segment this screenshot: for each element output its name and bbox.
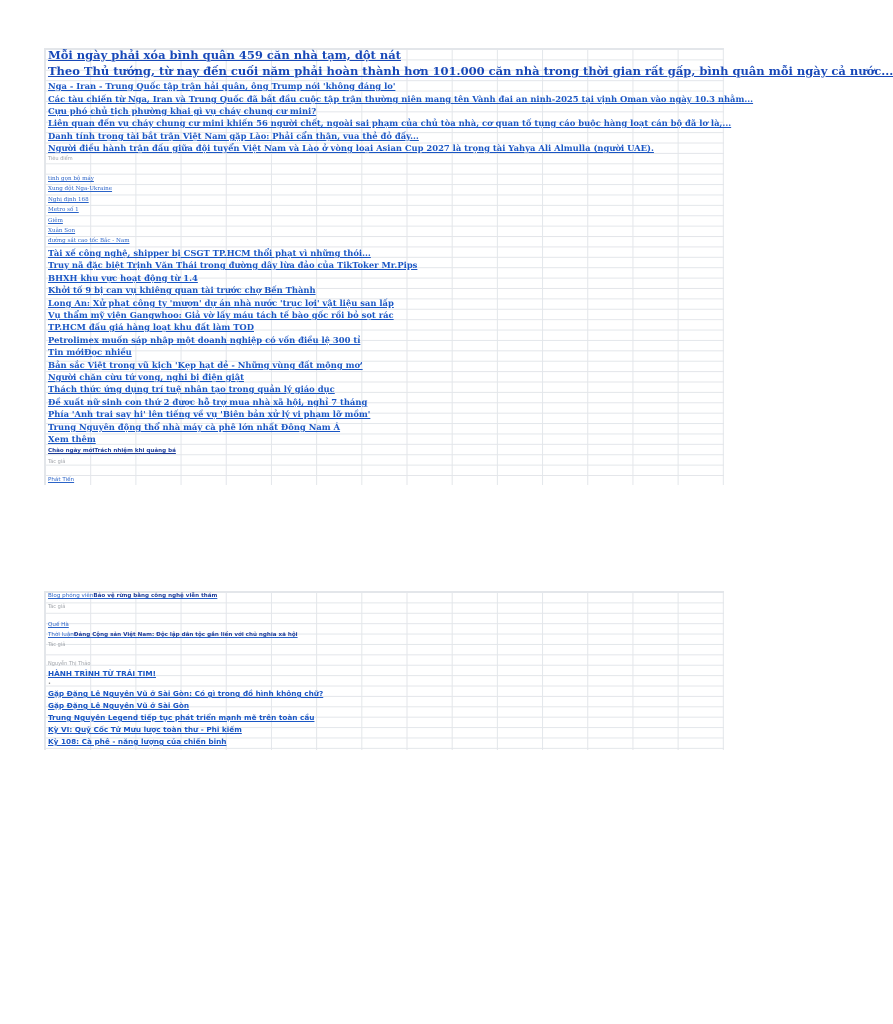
news-link[interactable]: Nga - Iran - Trung Quốc tập trận hải quân, ông Trump nói 'không đáng lo' xyxy=(48,81,396,91)
author-name: Nguyễn Thị Thảo xyxy=(48,661,91,667)
news-link[interactable]: Các tàu chiến từ Nga, Iran và Trung Quốc đã bắt đầu cuộc tập trận thường niên mang tên Vành đai an ninh-2025 tại vịnh Oman vào ngày 10.3 nhằm... xyxy=(48,94,754,104)
blog-category-link[interactable]: Blog phóng viên xyxy=(48,593,94,599)
news-link[interactable]: BHXH khu vực hoạt động từ 1.4 xyxy=(48,273,198,283)
news-link[interactable]: Vụ thẩm mỹ viện Gangwhoo: Giả vờ lấy máu tách tế bào gốc rồi bỏ sọt rác xyxy=(48,310,394,320)
news-link[interactable]: Bản sắc Việt trong vũ kịch 'Kẹp hạt dẻ - Những vùng đất mộng mơ' xyxy=(48,360,363,370)
news-tab-link[interactable]: Tin mớiĐọc nhiều xyxy=(48,347,132,357)
spreadsheet-block-top xyxy=(44,48,893,485)
news-link[interactable]: TP.HCM đấu giá hàng loạt khu đất làm TOD xyxy=(48,322,254,332)
news-link[interactable]: Đề xuất nữ sinh con thứ 2 được hỗ trợ mua nhà xã hội, nghỉ 7 tháng xyxy=(48,397,368,407)
news-link[interactable]: Phía 'Anh trai say hi' lên tiếng về vụ 'Biên bản xử lý vi phạm lỡ mồm' xyxy=(48,409,371,419)
feature-link[interactable]: Kỳ 108: Cà phê - năng lượng của chiến binh xyxy=(48,737,227,746)
spreadsheet-block-bottom xyxy=(44,591,724,750)
news-link[interactable]: Người chăn cừu tứ vong, nghi bị điện giật xyxy=(48,372,244,382)
footer-link[interactable]: Chào ngày mớiTrách nhiệm khi quảng bá xyxy=(48,448,176,454)
news-link[interactable]: Petrolimex muốn sáp nhập một doanh nghiệp có vốn điều lệ 300 tỉ xyxy=(48,335,361,345)
headline-sub-link[interactable]: Theo Thủ tướng, từ nay đến cuối năm phải hoàn thành hơn 101.000 căn nhà trong thời gian rất gấp, bình quân mỗi ngày cả nước... xyxy=(48,64,893,78)
news-link[interactable]: Liên quan đến vụ cháy chung cư mini khiến 56 người chết, ngoài sai phạm của chủ tòa nhà, cơ quan tố tụng cáo buộc hàng loạt cán bộ đã lơ là,... xyxy=(48,118,732,128)
focus-label: Tiêu điểm xyxy=(48,156,73,162)
author-label: Tác giả xyxy=(48,642,66,648)
news-link[interactable]: Trung Nguyên động thổ nhà máy cà phê lớn nhất Đông Nam Á xyxy=(48,422,341,432)
news-link[interactable]: Danh tính trọng tài bắt trận Việt Nam gặp Lào: Phải cẩn thận, vua thẻ đỏ đấy... xyxy=(48,131,419,141)
focus-link[interactable]: Metro số 1 xyxy=(48,207,79,213)
focus-link[interactable]: Xung đột Nga-Ukraine xyxy=(48,186,113,192)
focus-link[interactable]: Giêm xyxy=(48,218,63,224)
opinion-category-link[interactable]: Thời luận xyxy=(48,632,74,638)
author-label: Tác giả xyxy=(48,459,66,465)
blog-title-link[interactable]: Bảo vệ rừng bằng công nghệ viễn thám xyxy=(93,593,218,599)
feature-link[interactable]: Kỳ VI: Quỷ Cốc Tử Mưu lược toàn thư - Phi kiếm xyxy=(48,725,242,734)
news-link[interactable]: Long An: Xử phạt công ty 'mượn' dự án nhà nước 'trục lợi' vật liệu san lấp xyxy=(48,298,394,308)
feature-link[interactable]: Gặp Đặng Lê Nguyên Vũ ở Sài Gòn: Có gì trong đồ hình không chữ? xyxy=(48,689,324,698)
news-link[interactable]: Cựu phó chủ tịch phường khai gì vụ cháy chung cư mini? xyxy=(48,106,317,116)
feature-title-link[interactable]: HÀNH TRÌNH TỪ TRÁI TIM! xyxy=(48,669,156,678)
opinion-row xyxy=(48,632,724,639)
bullet-dot: • xyxy=(48,681,51,687)
feature-link[interactable]: Gặp Đặng Lê Nguyên Vũ ở Sài Gòn xyxy=(48,701,190,710)
news-link[interactable]: Người điều hành trận đấu giữa đội tuyển Việt Nam và Lào ở vòng loại Asian Cup 2027 là trọng tài Yahya Ali Almulla (người UAE). xyxy=(48,143,654,153)
blog-row xyxy=(48,593,724,600)
news-link[interactable]: Thách thức ứng dụng trí tuệ nhân tạo trong quản lý giáo dục xyxy=(48,384,335,394)
focus-link[interactable]: đường sắt cao tốc Bắc - Nam xyxy=(48,238,130,244)
focus-link[interactable]: Xuân Son xyxy=(48,228,76,234)
news-link[interactable]: Truy nã đặc biệt Trịnh Văn Thái trong đường dây lừa đảo của TikToker Mr.Pips xyxy=(48,260,418,270)
author-name[interactable]: Quế Hà xyxy=(48,622,69,628)
headline-main-link[interactable]: Mỗi ngày phải xóa bình quân 459 căn nhà tạm, dột nát xyxy=(48,48,401,62)
author-name[interactable]: Phát Tiến xyxy=(48,477,75,483)
author-label: Tác giả xyxy=(48,604,66,610)
focus-link[interactable]: Nghị định 168 xyxy=(48,197,89,203)
see-more-link[interactable]: Xem thêm xyxy=(48,434,96,444)
feature-link[interactable]: Trung Nguyên Legend tiếp tục phát triển mạnh mẽ trên toàn cầu xyxy=(48,713,315,722)
opinion-title-link[interactable]: Đảng Cộng sản Việt Nam: Độc lập dân tộc gắn liền với chủ nghĩa xã hội xyxy=(73,632,298,638)
focus-link[interactable]: tinh gọn bộ máy xyxy=(48,176,94,182)
news-link[interactable]: Khởi tố 9 bị can vụ khiêng quan tài trước chợ Bến Thành xyxy=(48,285,316,295)
news-link[interactable]: Tài xế công nghệ, shipper bị CSGT TP.HCM thổi phạt vì những thói... xyxy=(48,248,371,258)
